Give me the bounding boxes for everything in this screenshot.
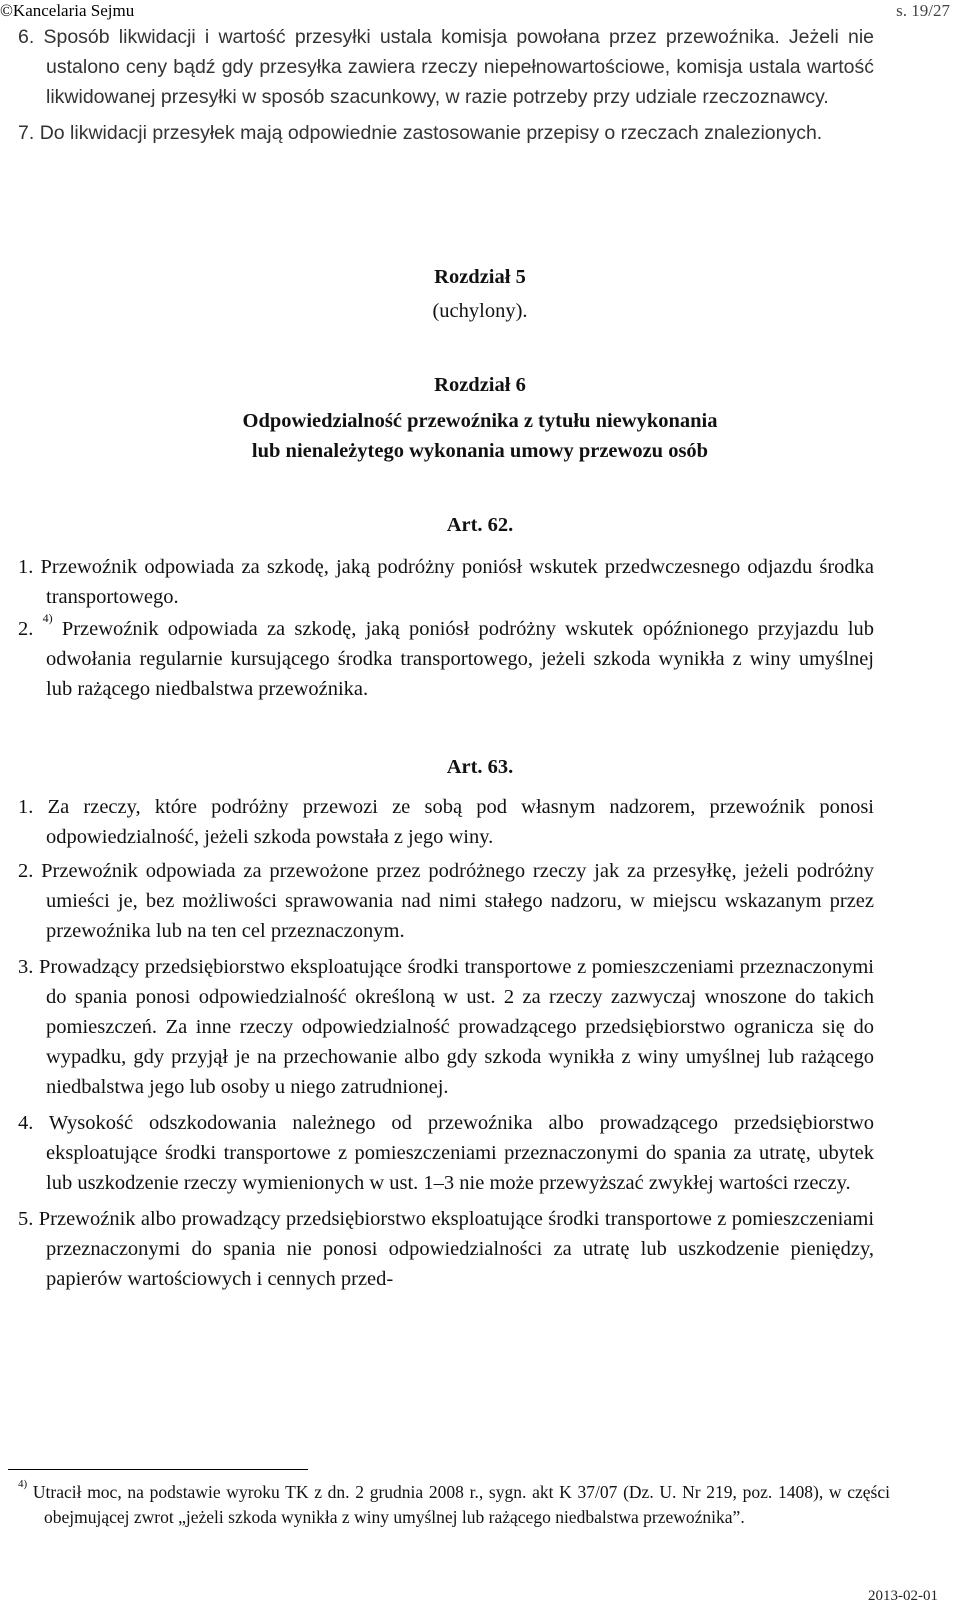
paragraph-number: 4. xyxy=(18,1112,34,1134)
article-63-title: Art. 63. xyxy=(446,756,514,778)
paragraph-number: 7. xyxy=(18,122,35,144)
paragraph-text: Wysokość odszkodowania należnego od przewoźnika albo prowadzącego przedsiębiorstwo eksploatujące środki transportowe z pomieszczeniami przeznaczonymi do spania za utratę, ubytek lub uszkodzenie rzeczy wymienionych w ust. 1–3 nie może przewyższać zwykłej wartości rzeczy. xyxy=(46,1112,874,1194)
chapter-6-title: Rozdział 6 xyxy=(434,374,526,396)
article-62-paragraph-1 xyxy=(18,552,874,612)
paragraph-6 xyxy=(18,22,874,112)
paragraph-text: Za rzeczy, które podróżny przewozi ze sobą pod własnym nadzorem, przewoźnik ponosi odpowiedzialność, jeżeli szkoda powstała z jego winy. xyxy=(46,796,874,848)
paragraph-number: 2. xyxy=(18,860,34,882)
paragraph-number: 1. xyxy=(18,796,34,818)
paragraph-text: Przewoźnik odpowiada za szkodę, jaką podróżny poniósł wskutek przedwczesnego odjazdu środka transportowego. xyxy=(40,556,875,608)
paragraph-number: 2. xyxy=(18,618,34,640)
footnote-text: Utracił moc, na podstawie wyroku TK z dn. 2 grudnia 2008 r., sygn. akt K 37/07 (Dz. U. Nr 219, poz. 1408), w części obejmującej zwrot „jeżeli szkoda wynikła z winy umyślnej lub rażącego niedbalstwa przewoźnika”. xyxy=(32,1482,890,1527)
source-label: ©Kancelaria Sejmu xyxy=(0,1,135,20)
paragraph-text: Do likwidacji przesyłek mają odpowiednie zastosowanie przepisy o rzeczach znalezionych. xyxy=(39,122,823,144)
chapter-6-subtitle-line-2: lub nienależytego wykonania umowy przewozu osób xyxy=(251,440,709,462)
paragraph-group-top xyxy=(18,22,874,148)
article-63-paragraph-4 xyxy=(18,1108,874,1198)
paragraph-number: 1. xyxy=(18,556,34,578)
article-63-paragraph-1 xyxy=(18,792,874,852)
article-62-paragraph-2 xyxy=(18,611,875,704)
document-date: 2013-02-01 xyxy=(868,1588,938,1604)
page-number: s. 19/27 xyxy=(896,1,950,20)
footnote-reference: 4) xyxy=(42,611,53,625)
chapter-6-subtitle-line-1: Odpowiedzialność przewoźnika z tytułu niewykonania xyxy=(242,410,718,432)
paragraph-number: 3. xyxy=(18,956,34,978)
article-63-paragraph-3 xyxy=(18,952,874,1102)
paragraph-text: Przewoźnik odpowiada za przewożone przez podróżnego rzeczy jak za przesyłkę, jeżeli podróżny umieści je, bez możliwości sprawowania nad nimi stałego nadzoru, w miejscu wskazanym przez przewoźnika lub na ten cel przeznaczonym. xyxy=(41,860,874,942)
paragraph-number: 5. xyxy=(18,1208,34,1230)
article-62-body xyxy=(18,552,874,704)
paragraph-text: Przewoźnik odpowiada za szkodę, jaką poniósł podróżny wskutek opóźnionego przyjazdu lub odwołania regularnie kursującego środka transportowego, jeżeli szkoda wynikła z winy umyślnej lub rażącego niedbalstwa przewoźnika. xyxy=(46,618,875,700)
footnote-separator xyxy=(8,1469,308,1470)
paragraph-text: Przewoźnik albo prowadzący przedsiębiorstwo eksploatujące środki transportowe z pomieszczeniami przeznaczonymi do spania nie ponosi odpowiedzialności za utratę lub uszkodzenie pieniędzy, papierów wartościowych i cennych przed- xyxy=(38,1208,875,1290)
paragraph-text: Sposób likwidacji i wartość przesyłki ustala komisja powołana przez przewoźnika. Jeżeli nie ustalono ceny bądź gdy przesyłka zawiera rzeczy niepełnowartościowe, komisja ustala wartość likwidowanej przesyłki w sposób szacunkowy, w razie potrzeby przy udziale rzeczoznawcy. xyxy=(43,26,874,108)
article-63-paragraph-2 xyxy=(18,856,874,946)
paragraph-number: 6. xyxy=(18,26,35,48)
article-62-title: Art. 62. xyxy=(446,514,514,536)
article-63-body xyxy=(18,792,874,1294)
chapter-5-title: Rozdział 5 xyxy=(434,266,526,288)
chapter-5-subtitle: (uchylony). xyxy=(432,300,528,322)
paragraph-7 xyxy=(18,118,874,148)
article-63-paragraph-5 xyxy=(18,1204,874,1294)
paragraph-text: Prowadzący przedsiębiorstwo eksploatujące środki transportowe z pomieszczeniami przeznaczonymi do spania ponosi odpowiedzialność określoną w ust. 2 za rzeczy zazwyczaj wnoszone do takich pomieszczeń. Za inne rzeczy odpowiedzialność prowadzącego przedsiębiorstwo ogranicza się do wypadku, gdy przyjął je na przechowanie albo gdy szkoda wynikła z winy umyślnej lub rażącego niedbalstwa jego lub osoby u niego zatrudnionej. xyxy=(38,956,874,1098)
footnote-marker: 4) xyxy=(18,1478,28,1490)
footnote xyxy=(18,1480,890,1530)
